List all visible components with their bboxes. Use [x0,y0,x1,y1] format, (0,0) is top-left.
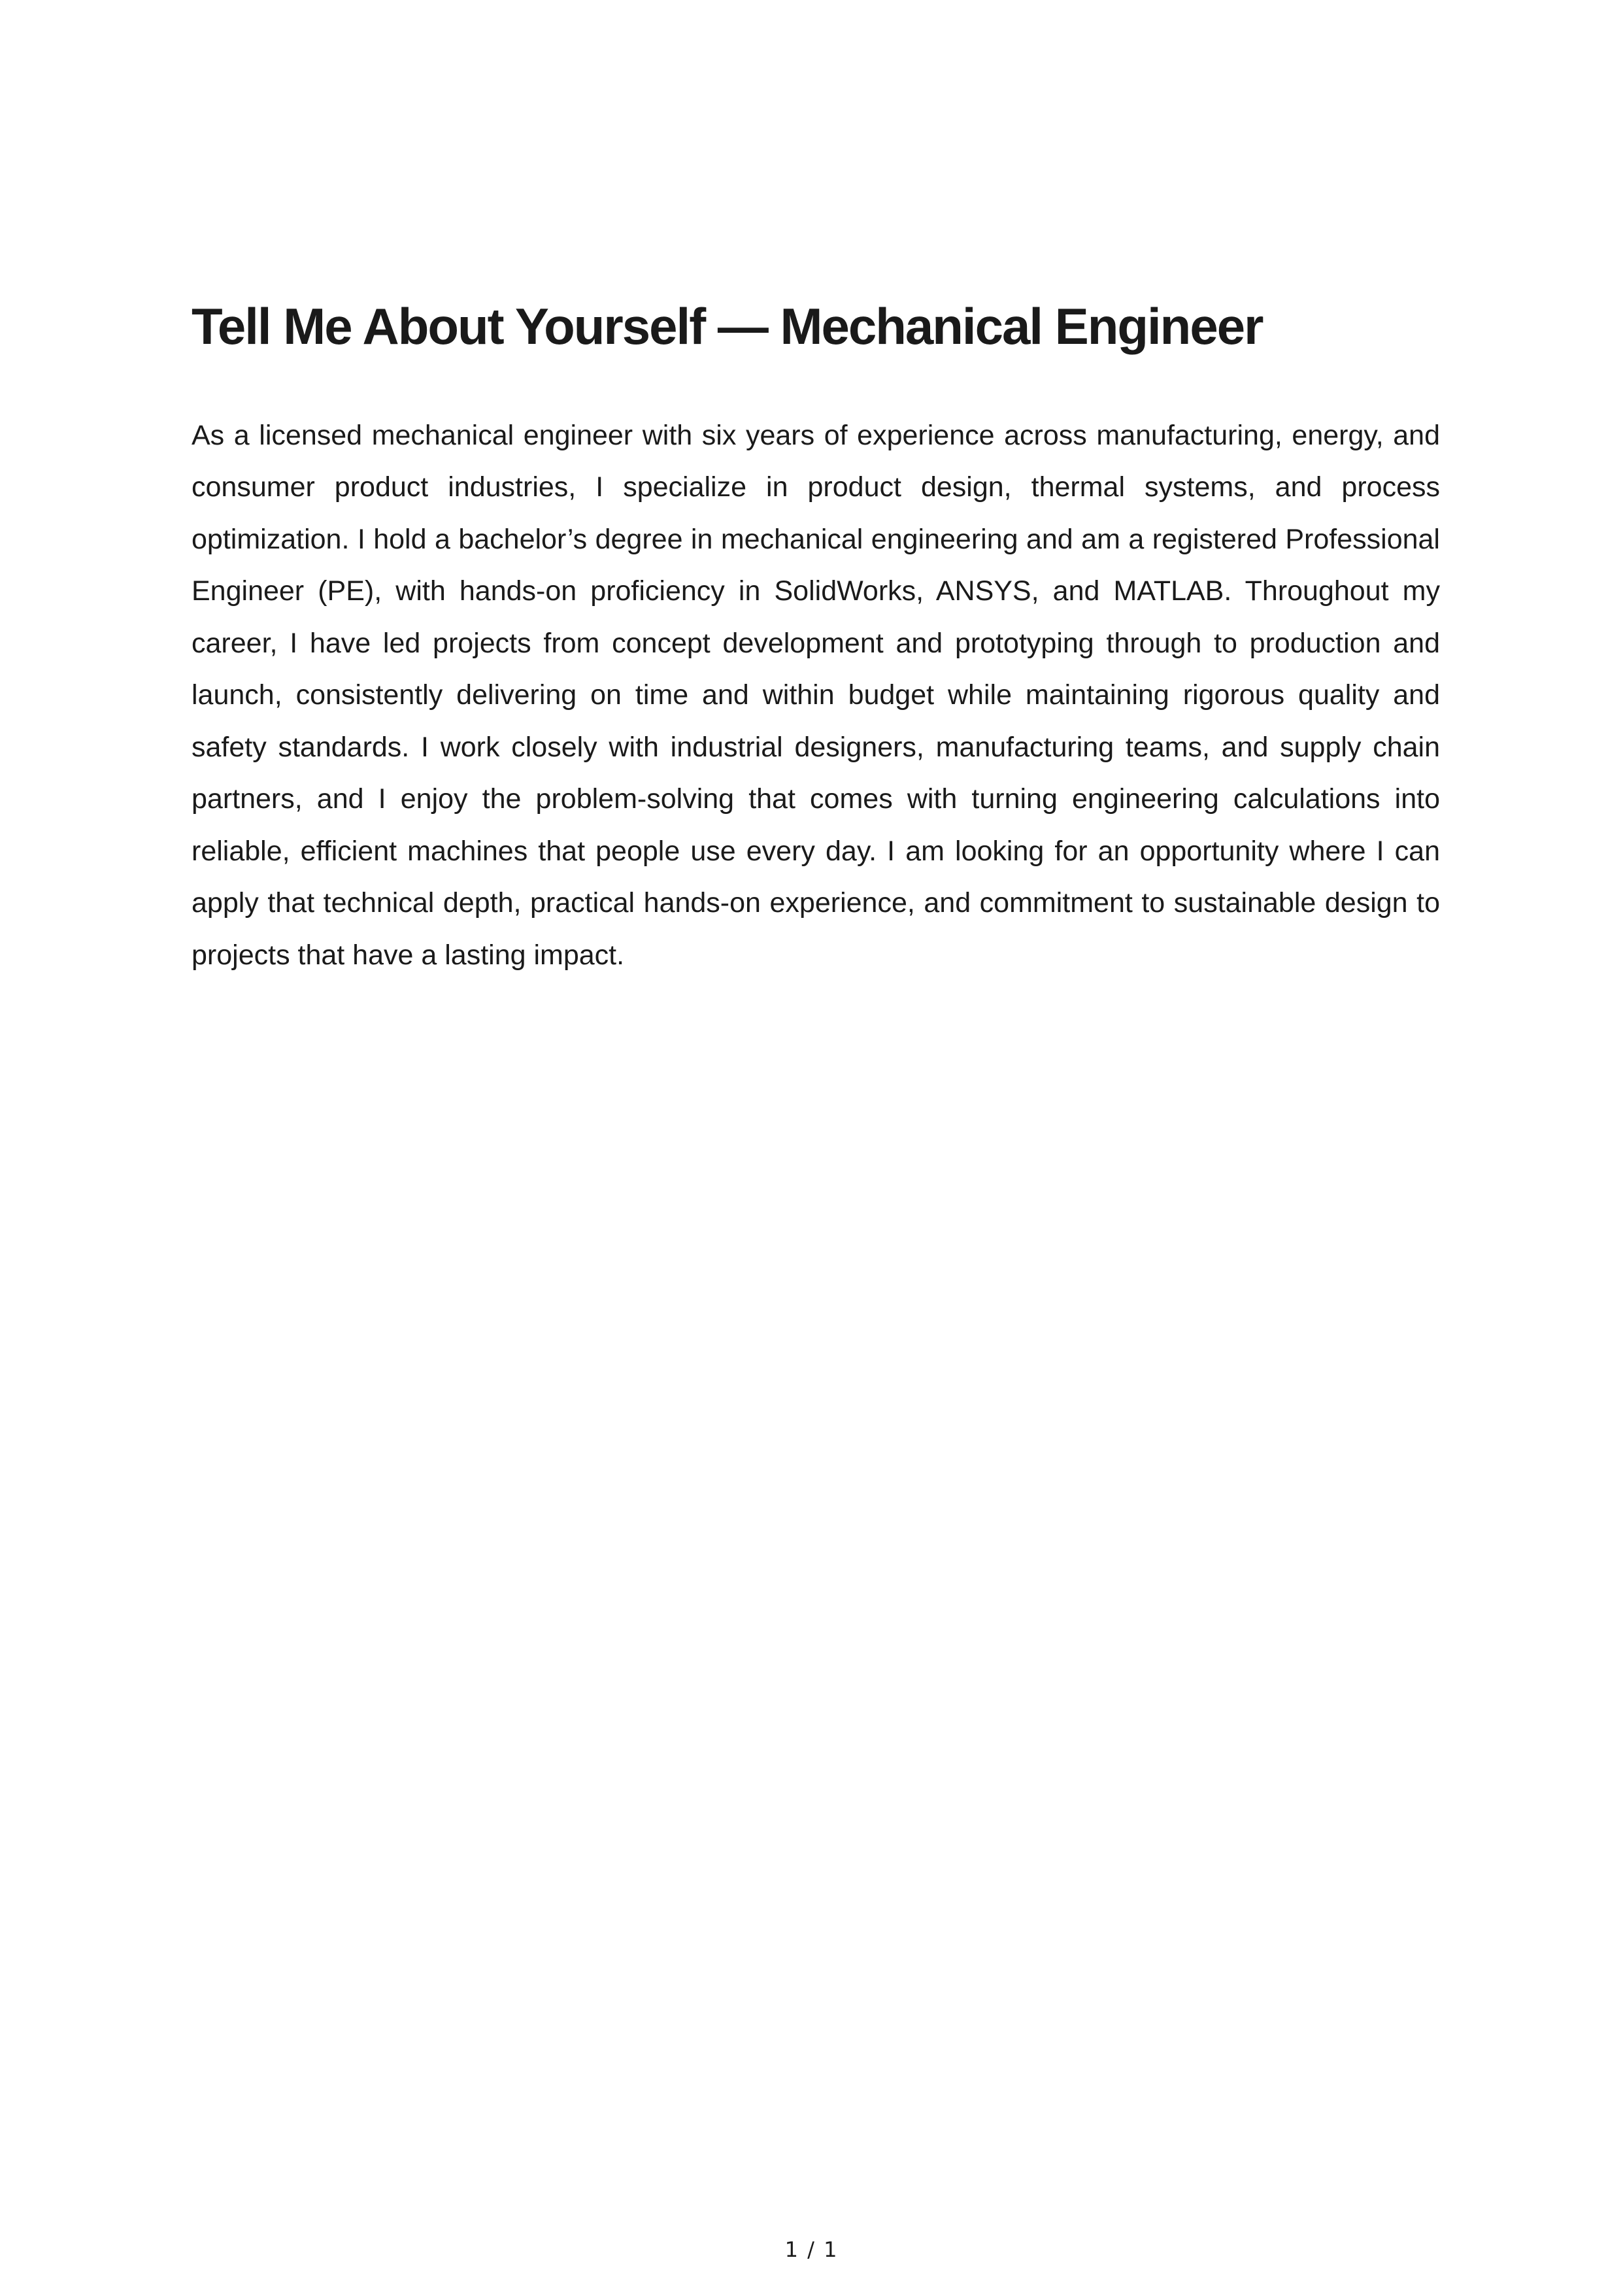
document-content [192,297,1440,981]
body-paragraph: As a licensed mechanical engineer with six years of experience across manufacturing, energy, and consumer product industries, I specialize in product design, thermal systems, and process optimization. I hold a bachelor’s degree in mechanical engineering and am a registered Professional Engineer (PE), with hands-on proficiency in SolidWorks, ANSYS, and MATLAB. Throughout my career, I have led projects from concept development and prototyping through to production and launch, consistently delivering on time and within budget while maintaining rigorous quality and safety standards. I work closely with industrial designers, manufacturing teams, and supply chain partners, and I enjoy the problem-solving that comes with turning engineering calculations into reliable, efficient machines that people use every day. I am looking for an opportunity where I can apply that technical depth, practical hands-on experience, and commitment to sustainable design to projects that have a lasting impact. [192,419,1440,971]
page-number: 1 / 1 [784,2237,839,2262]
document-title: Tell Me About Yourself — Mechanical Engineer [192,297,1263,355]
